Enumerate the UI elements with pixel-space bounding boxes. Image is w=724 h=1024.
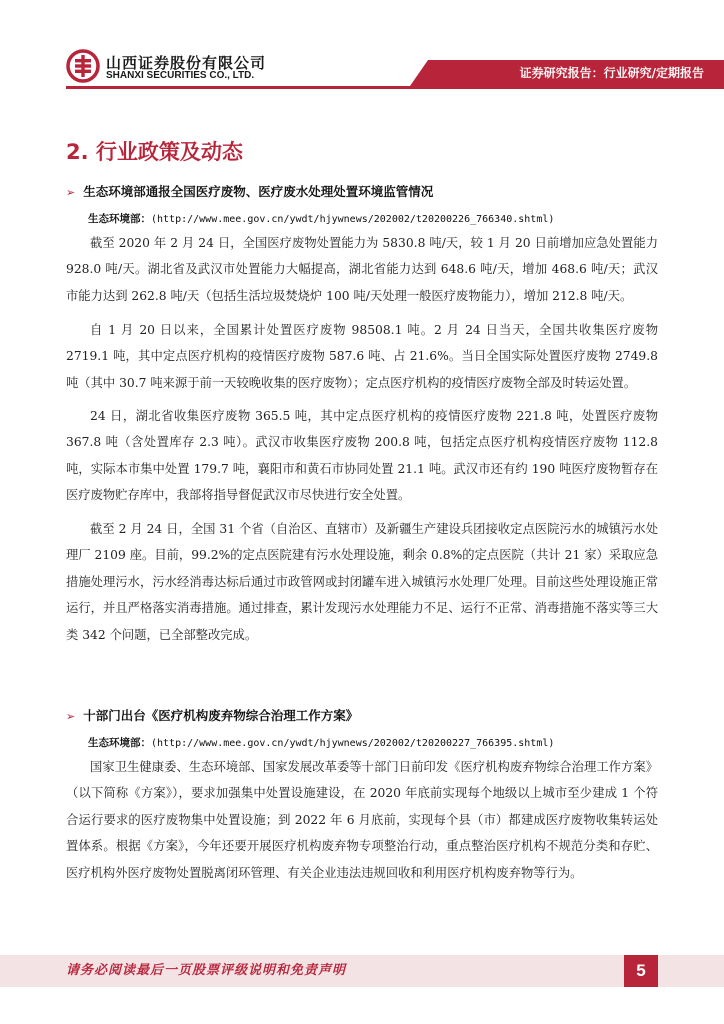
- paragraph: 24 日，湖北省收集医疗废物 365.5 吨，其中定点医疗机构的疫情医疗废物 221.8 吨，处置医疗废物 367.8 吨（含处置库存 2.3 吨）。武汉市收集医疗废物 200.8 吨，包括定点医疗机构疫情医疗废物 112.8 吨，实际本市集中处置 179.7 吨，襄阳市和黄石市协同处置 21.1 吨。武汉市还有约 190 吨医疗废物暂存在医疗废物贮存库中，我部将指导督促武汉市尽快进行安全处置。: [66, 409, 658, 503]
- paragraph: 自 1 月 20 日以来，全国累计处置医疗废物 98508.1 吨。2 月 24 日当天，全国共收集医疗废物 2719.1 吨，其中定点医疗机构的疫情医疗废物 587.6 吨、占 21.6%。当日全国实际处置医疗废物 2749.8 吨（其中 30.7 吨来源于前一天较晚收集的医疗废物）；定点医疗机构的疫情医疗废物全部及时转运处置。: [66, 323, 658, 390]
- paragraph: 国家卫生健康委、生态环境部、国家发展改革委等十部门日前印发《医疗机构废弃物综合治理工作方案》（以下简称《方案》），要求加强集中处置设施建设，在 2020 年底前实现每个地级以上城市至少建成 1 个符合运行要求的医疗废物集中处置设施；到 2022 年 6 月底前，实现每个县（市）都建成医疗废物收集转运处置体系。根据《方案》，今年还要开展医疗机构废弃物专项整治行动，重点整治医疗机构不规范分类和存贮、医疗机构外医疗废物处置脱离闭环管理、有关企业违法违规回收和利用医疗机构废弃物等行为。: [66, 760, 658, 880]
- company-name-en: SHANXI SECURITIES CO., LTD.: [106, 70, 255, 81]
- report-type: 证券研究报告：行业研究/定期报告: [519, 66, 704, 80]
- paragraph: 截至 2020 年 2 月 24 日，全国医疗废物处置能力为 5830.8 吨/天，较 1 月 20 日前增加应急处置能力 928.0 吨/天。湖北省及武汉市处置能力大幅提高，湖北省能力达到 648.6 吨/天，增加 468.6 吨/天；武汉市能力达到 262.8 吨/天（包括生活垃圾焚烧炉 100 吨/天处理一般医疗废物能力），增加 212.8 吨/天。: [66, 236, 658, 303]
- news-title: [66, 706, 358, 724]
- source-label: 生态环境部：: [88, 213, 151, 225]
- source-url: (http://www.mee.gov.cn/ywdt/hjywnews/202002/t20200226_766340.shtml): [151, 214, 555, 225]
- news-title: [66, 182, 433, 200]
- footer-disclaimer: 请务必阅读最后一页股票评级说明和免责声明: [66, 963, 347, 978]
- header-divider: [66, 86, 724, 89]
- news-title-text: 十部门出台《医疗机构废弃物综合治理工作方案》: [83, 708, 359, 723]
- source-label: 生态环境部：: [88, 737, 151, 749]
- section-title: 2. 行业政策及动态: [66, 140, 243, 164]
- page-number: 5: [624, 955, 658, 987]
- company-logo-icon: [66, 49, 100, 83]
- news-source: [88, 211, 554, 226]
- news-source: [88, 735, 554, 750]
- paragraph: 截至 2 月 24 日，全国 31 个省（自治区、直辖市）及新疆生产建设兵团接收定点医院污水的城镇污水处理厂 2109 座。目前，99.2%的定点医院建有污水处理设施，剩余 0.8%的定点医院（共计 21 家）采取应急措施处理污水，污水经消毒达标后通过市政管网或封闭罐车进入城镇污水处理厂处理。目前这些处理设施正常运行，并且严格落实消毒措施。通过排查，累计发现污水处理能力不足、运行不正常、消毒措施不落实等三大类 342 个问题，已全部整改完成。: [66, 522, 658, 642]
- company-name-cn: 山西证券股份有限公司: [106, 54, 267, 72]
- source-url: (http://www.mee.gov.cn/ywdt/hjywnews/202002/t20200227_766395.shtml): [151, 738, 555, 749]
- bullet-arrow-icon: ➢: [66, 186, 76, 199]
- bullet-arrow-icon: ➢: [66, 710, 76, 723]
- news-title-text: 生态环境部通报全国医疗废物、医疗废水处理处置环境监管情况: [83, 184, 434, 199]
